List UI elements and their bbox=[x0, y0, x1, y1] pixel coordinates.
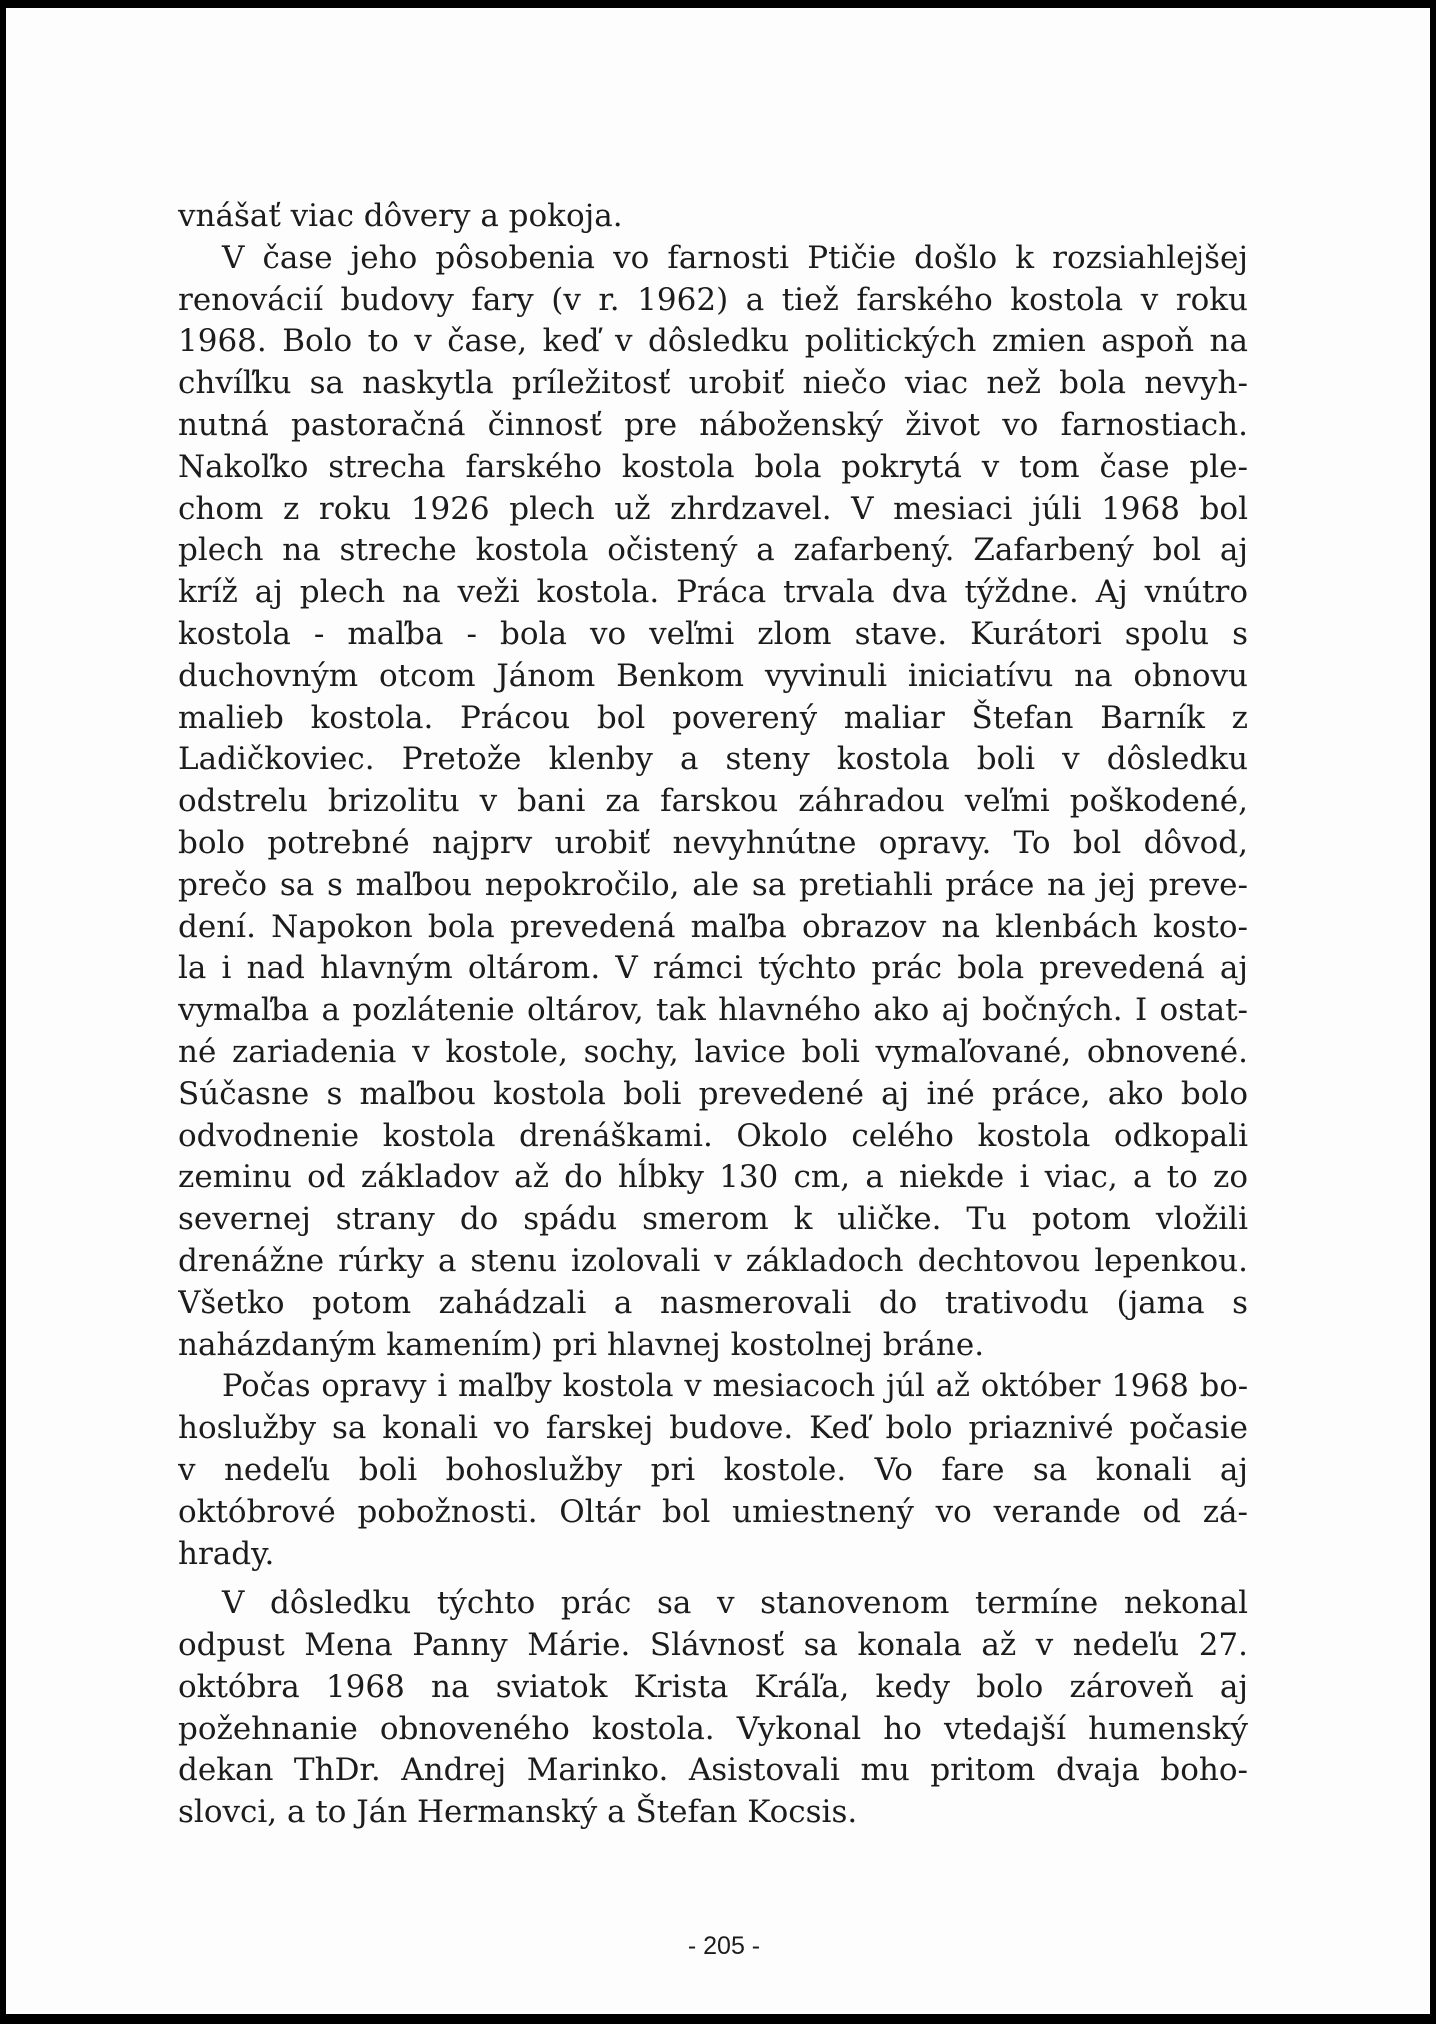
text-line: kostola - maľba - bola vo veľmi zlom stave. Kurátori spolu s bbox=[178, 615, 1248, 652]
body-text bbox=[178, 196, 1248, 1834]
text-line: chom z roku 1926 plech už zhrdzavel. V mesiaci júli 1968 bol bbox=[178, 490, 1248, 527]
text-line: odpust Mena Panny Márie. Slávnosť sa konala až v nedeľu 27. bbox=[178, 1627, 1248, 1664]
text-line: Nakoľko strecha farského kostola bola pokrytá v tom čase ple- bbox=[178, 448, 1248, 485]
text-line: vnášať viac dôvery a pokoja. bbox=[178, 198, 623, 234]
text-line: hoslužby sa konali vo farskej budove. Keď bolo priaznivé počasie bbox=[178, 1410, 1248, 1447]
text-line: Počas opravy i maľby kostola v mesiacoch júl až október 1968 bo- bbox=[222, 1369, 1248, 1405]
text-line: naházdaným kamením) pri hlavnej kostolnej bráne. bbox=[178, 1326, 985, 1363]
text-line: bolo potrebné najprv urobiť nevyhnútne opravy. To bol dôvod, bbox=[178, 824, 1248, 861]
text-line: duchovným otcom Jánom Benkom vyvinuli iniciatívu na obnovu bbox=[178, 657, 1248, 694]
text-line: hrady. bbox=[178, 1535, 275, 1572]
text-line: slovci, a to Ján Hermanský a Štefan Kocsis. bbox=[178, 1794, 858, 1831]
text-line: októbra 1968 na sviatok Krista Kráľa, kedy bolo zároveň aj bbox=[178, 1668, 1248, 1705]
text-line: kríž aj plech na veži kostola. Práca trvala dva týždne. Aj vnútro bbox=[178, 574, 1248, 611]
text-line: vymaľba a pozlátenie oltárov, tak hlavného ako aj bočných. I ostat- bbox=[178, 992, 1248, 1029]
text-line: 1968. Bolo to v čase, keď v dôsledku politických zmien aspoň na bbox=[178, 323, 1248, 360]
text-line: plech na streche kostola očistený a zafarbený. Zafarbený bol aj bbox=[178, 532, 1248, 569]
text-line: nutná pastoračná činnosť pre náboženský život vo farnostiach. bbox=[178, 406, 1248, 443]
text-line: drenážne rúrky a stenu izolovali v základoch dechtovou lepenkou. bbox=[178, 1242, 1248, 1279]
page-number: - 205 - bbox=[687, 1932, 761, 1960]
text-line: dení. Napokon bola prevedená maľba obrazov na klenbách kosto- bbox=[178, 908, 1248, 945]
text-line: malieb kostola. Prácou bol poverený maliar Štefan Barník z bbox=[178, 699, 1248, 736]
text-line: prečo sa s maľbou nepokročilo, ale sa pretiahli práce na jej preve- bbox=[178, 866, 1248, 903]
text-line: chvíľku sa naskytla príležitosť urobiť niečo viac než bola nevyh- bbox=[178, 365, 1248, 402]
text-line: októbrové pobožnosti. Oltár bol umiestnený vo verande od zá- bbox=[178, 1493, 1248, 1530]
text-line: renovácií budovy fary (v r. 1962) a tiež farského kostola v roku bbox=[178, 281, 1248, 318]
text-line: V dôsledku týchto prác sa v stanovenom termíne nekonal bbox=[222, 1585, 1248, 1622]
text-line: požehnanie obnoveného kostola. Vykonal ho vtedajší humenský bbox=[178, 1710, 1248, 1747]
text-line: v nedeľu boli bohoslužby pri kostole. Vo fare sa konali aj bbox=[178, 1451, 1248, 1488]
text-line: né zariadenia v kostole, sochy, lavice boli vymaľované, obnovené. bbox=[178, 1033, 1248, 1070]
text-line: Súčasne s maľbou kostola boli prevedené aj iné práce, ako bolo bbox=[178, 1075, 1248, 1112]
text-line: zeminu od základov až do hĺbky 130 cm, a niekde i viac, a to zo bbox=[178, 1159, 1248, 1196]
text-line: Všetko potom zahádzali a nasmerovali do trativodu (jama s bbox=[178, 1284, 1248, 1321]
text-line: odstrelu brizolitu v bani za farskou záhradou veľmi poškodené, bbox=[178, 783, 1248, 820]
text-line: V čase jeho pôsobenia vo farnosti Ptičie došlo k rozsiahlejšej bbox=[222, 239, 1248, 276]
text-line: la i nad hlavným oltárom. V rámci týchto prác bola prevedená aj bbox=[178, 950, 1248, 987]
text-line: odvodnenie kostola drenáškami. Okolo celého kostola odkopali bbox=[178, 1117, 1248, 1154]
text-line: dekan ThDr. Andrej Marinko. Asistovali mu pritom dvaja boho- bbox=[178, 1752, 1248, 1789]
text-line: severnej strany do spádu smerom k uličke. Tu potom vložili bbox=[178, 1201, 1248, 1238]
text-line: Ladičkoviec. Pretože klenby a steny kostola boli v dôsledku bbox=[178, 741, 1248, 778]
